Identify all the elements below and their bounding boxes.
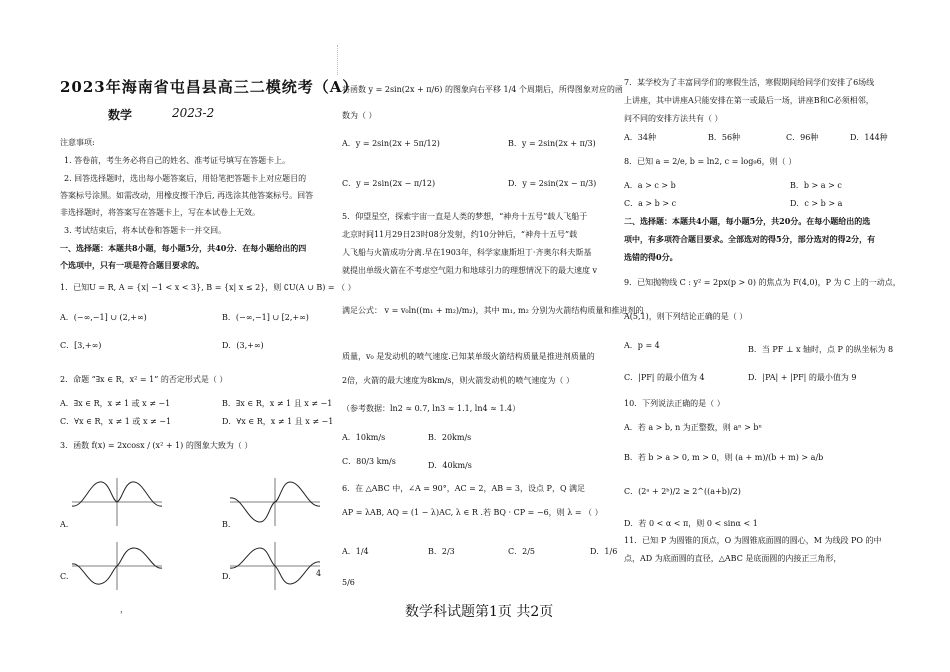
q2-option-b[interactable]: B．∃x ∈ R，x ≠ 1 且 x ≠ −1 — [222, 399, 333, 408]
notice-item: 答案标号涂黑。如需改动，用橡皮擦干净后, 再选涂其他答案标号。回答 — [60, 191, 314, 200]
section2-heading: 项中，有多项符合题目要求。全部选对的得5分，部分选对的得2分，有 — [624, 234, 876, 244]
q8-option-a[interactable]: A．a > c > b — [624, 181, 676, 190]
q5-option-d[interactable]: D．40km/s — [428, 461, 472, 470]
q7-line: 上讲座，其中讲座A只能安排在第一或最后一场，讲座B和C必须相邻， — [624, 96, 874, 105]
q5-line: 5．仰望星空，探索宇宙一直是人类的梦想，“神舟十五号”载人飞船于 — [342, 212, 588, 221]
notice-item: 1. 答卷前，考生务必将自己的姓名、准考证号填写在答题卡上。 — [64, 156, 291, 165]
q3-option-c[interactable]: C. — [60, 572, 69, 581]
q10-option-a[interactable]: A．若 a > b, n 为正整数，则 aⁿ > bⁿ — [624, 423, 762, 432]
q7-line: 问不同的安排方法共有（ ） — [624, 114, 723, 123]
notice-heading: 注意事项: — [60, 138, 95, 147]
q5-option-b[interactable]: B．20km/s — [428, 433, 472, 442]
q10-option-b[interactable]: B．若 b > a > 0, m > 0，则 (a + m)/(b + m) > a/b — [624, 453, 824, 462]
q5-line: 北京时间11月29日23时08分发射，约10分钟后，“神舟十五号”载 — [342, 230, 578, 239]
q9-option-a[interactable]: A．p = 4 — [624, 341, 660, 350]
q3-option-b[interactable]: B. — [222, 520, 231, 529]
q8-option-d[interactable]: D．c > b > a — [790, 199, 843, 208]
q3-graph-b[interactable] — [228, 476, 323, 528]
q5-formula: 满足公式： v = v₀ln((m₁ + m₂)/m₂)，其中 m₁, m₂ 分别为火箭结构质量和推进剂的 — [342, 306, 644, 315]
q6-option-b[interactable]: B．2/3 — [428, 547, 455, 556]
q9-line: 9．已知抛物线 C : y² = 2px(p > 0) 的焦点为 F(4,0)，P 为 C 上的一动点， — [624, 278, 901, 287]
q6-option-d[interactable]: D．1/6 — [590, 547, 618, 556]
q5-option-a[interactable]: A．10km/s — [342, 433, 386, 442]
q2-option-c[interactable]: C．∀x ∈ R，x ≠ 1 或 x ≠ −1 — [60, 417, 172, 426]
q3-option-d[interactable]: D. — [222, 572, 231, 581]
q5-option-c[interactable]: C．80/3 km/s — [342, 457, 396, 466]
q7-option-d[interactable]: D．144种 — [850, 133, 888, 142]
q5-line: 就提出单级火箭在不考虑空气阻力和地球引力的理想情况下的最大速度 v — [342, 266, 598, 275]
q6-line: AP = λAB, AQ = (1 − λ)AC, λ ∈ R .若 BQ · CP = −6，则 λ = （ ） — [342, 508, 603, 517]
page-title: 2023年海南省屯昌县高三二模统考（A） — [60, 78, 359, 96]
q2-stem: 2．命题 “∃x ∈ R，x² = 1” 的否定形式是（ ） — [60, 375, 228, 384]
q6-option-c[interactable]: C．2/5 — [508, 547, 535, 556]
stray-mark: ， — [120, 605, 128, 614]
q1-option-d[interactable]: D．(3,+∞) — [222, 341, 264, 350]
q4-option-d[interactable]: D．y = 2sin(2x − π/3) — [508, 179, 597, 188]
q8-option-b[interactable]: B．b > a > c — [790, 181, 842, 190]
q9-line: A(5,1)，则下列结论正确的是（ ） — [624, 312, 748, 321]
q2-option-a[interactable]: A．∃x ∈ R，x ≠ 1 或 x ≠ −1 — [60, 399, 171, 408]
q9-option-d[interactable]: D．|PA| + |PF| 的最小值为 9 — [748, 373, 857, 382]
q3-graph-a[interactable] — [70, 476, 165, 528]
q9-option-b[interactable]: B．当 PF ⊥ x 轴时，点 P 的纵坐标为 8 — [748, 345, 894, 354]
q1-stem: 1．已知U = R, A = {x| −1 < x < 3}, B = {x| x ≤ 2}，则 ∁U(A ∪ B) = （ ） — [60, 283, 356, 292]
notice-item: 3. 考试结束后，将本试卷和答题卡一并交回。 — [64, 226, 227, 235]
section2-heading: 二、选择题：本题共4小题，每小题5分，共20分。在每小题给出的选 — [624, 216, 871, 226]
exam-date: 2023-2 — [172, 106, 215, 120]
q4-stem: 将函数 y = 2sin(2x + π/6) 的图象向右平移 1/4 个周期后，所得图象对应的函 — [342, 85, 623, 94]
q7-line: 7．某学校为了丰富同学们的寒假生活，寒假期间给同学们安排了6场线 — [624, 78, 875, 87]
q4-option-c[interactable]: C．y = 2sin(2x − π/12) — [342, 179, 436, 188]
q3-graph-d[interactable] — [228, 540, 323, 592]
notice-item: 2. 回答选择题时，选出每小题答案后，用铅笔把答题卡上对应题目的 — [64, 174, 307, 183]
q2-option-d[interactable]: D．∀x ∈ R，x ≠ 1 且 x ≠ −1 — [222, 417, 334, 426]
q1-option-c[interactable]: C．[3,+∞) — [60, 341, 102, 350]
q10-option-c[interactable]: C．(2ᵃ + 2ᵇ)/2 ≥ 2^((a+b)/2) — [624, 487, 741, 496]
q7-option-c[interactable]: C．96种 — [786, 133, 819, 142]
q9-option-c[interactable]: C．|PF| 的最小值为 4 — [624, 373, 705, 382]
section1-heading: 个选项中，只有一项是符合题目要求的。 — [60, 260, 204, 270]
q10-option-d[interactable]: D．若 0 < α < π，则 0 < sinα < 1 — [624, 519, 758, 528]
subject-label: 数学 — [108, 108, 133, 122]
q5-line: 质量，v₀ 是发动机的喷气速度.已知某单级火箭结构质量是推进剂质量的 — [342, 352, 595, 361]
q8-stem: 8．已知 a = 2/e, b = ln2, c = log₉6，则（ ） — [624, 157, 797, 166]
q5-line: 人飞船与火箭成功分离.早在1903年，科学家康斯坦丁·齐奥尔科夫斯基 — [342, 248, 592, 257]
q11-line: 点，AD 为底面圆的直径，△ABC 是底面圆的内接正三角形， — [624, 554, 842, 563]
q1-option-b[interactable]: B．(−∞,−1] ∪ [2,+∞) — [222, 313, 309, 322]
q6-option-a[interactable]: A．1/4 — [342, 547, 369, 556]
q4-option-a[interactable]: A．y = 2sin(2x + 5π/12) — [342, 139, 440, 148]
q4-option-b[interactable]: B．y = 2sin(2x + π/3) — [508, 139, 596, 148]
q11-line: 11．已知 P 为圆锥的顶点，O 为圆锥底面圆的圆心，M 为线段 PO 的中 — [624, 536, 882, 545]
q3-option-a[interactable]: A. — [60, 520, 69, 529]
notice-item: 非选择题时，将答案写在答题卡上，写在本试卷上无效。 — [60, 208, 260, 217]
q5-reference: （参考数据：ln2 ≈ 0.7, ln3 ≈ 1.1, ln4 ≈ 1.4） — [342, 404, 521, 413]
q4-stem-cont: 数为（ ） — [342, 111, 377, 120]
q3-stem: 3．函数 f(x) = 2xcosx / (x² + 1) 的图象大致为（ ） — [60, 441, 253, 450]
q10-stem: 10．下列说法正确的是（ ） — [624, 399, 725, 408]
section2-heading: 选错的得0分。 — [624, 252, 678, 262]
column-divider — [337, 45, 338, 75]
q6-line: 6．在 △ABC 中，∠A = 90°，AC = 2，AB = 3，设点 P，Q 满足 — [342, 484, 586, 493]
q6-tail: 5/6 — [342, 578, 355, 587]
q3-graph-c[interactable] — [70, 540, 165, 592]
q7-option-a[interactable]: A．34种 — [624, 133, 656, 142]
page-footer: 数学科试题第1页 共2页 — [405, 604, 554, 620]
page-mark: 4 — [316, 569, 322, 578]
q5-line: 2倍，火箭的最大速度为8km/s，则火箭发动机的喷气速度为（ ） — [342, 376, 574, 385]
section1-heading: 一、选择题：本题共8小题，每小题5分，共40分．在每小题给出的四 — [60, 243, 307, 253]
q8-option-c[interactable]: C．a > b > c — [624, 199, 677, 208]
q7-option-b[interactable]: B．56种 — [708, 133, 741, 142]
q1-option-a[interactable]: A．(−∞,−1] ∪ (2,+∞) — [60, 313, 147, 322]
